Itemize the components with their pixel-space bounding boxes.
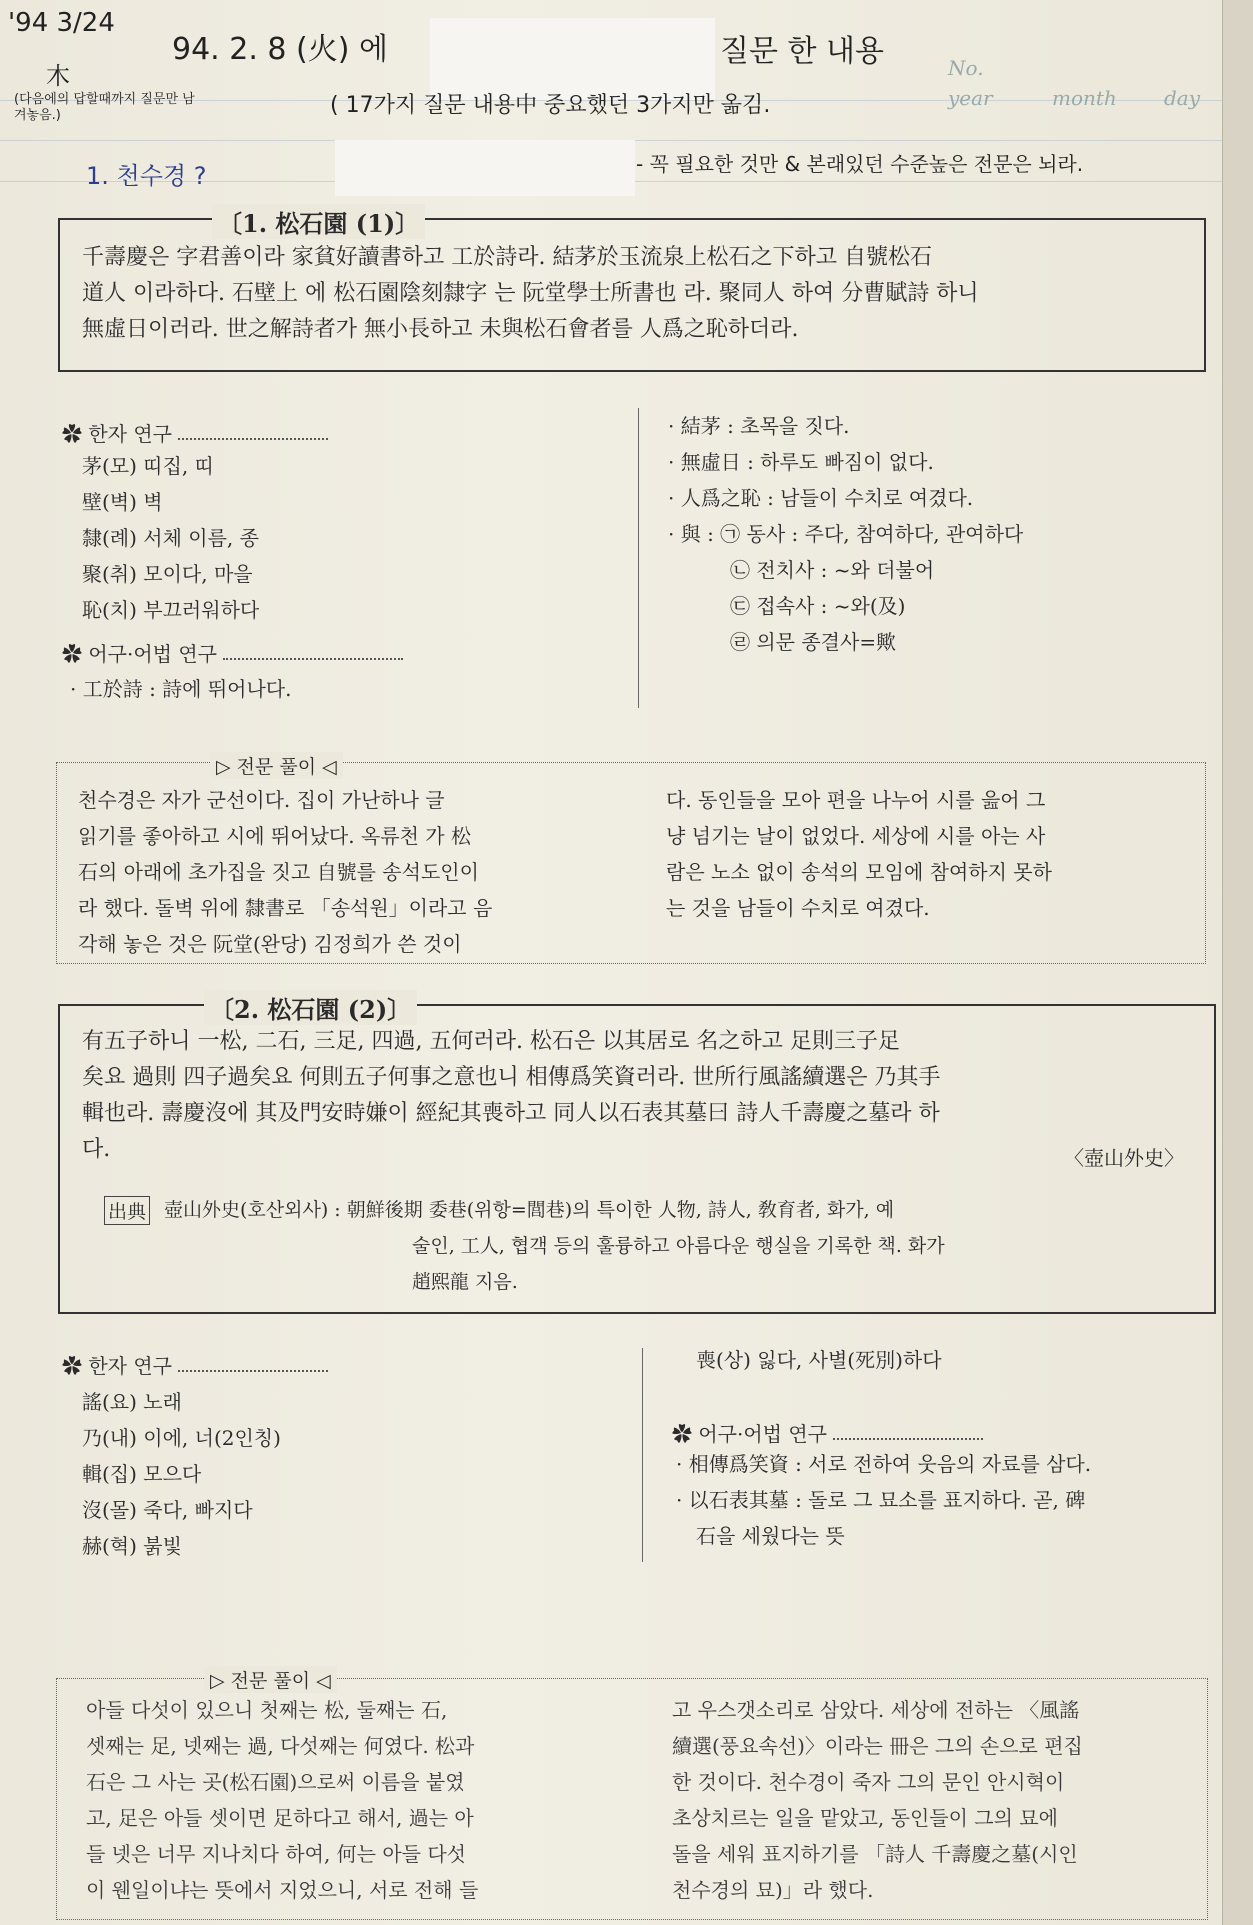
hanja-entry: 乃(내) 이에, 너(2인칭) (82, 1426, 281, 1450)
hanja-entry: 恥(치) 부끄러워하다 (82, 598, 260, 622)
passage-line: 有五子하니 一松, 二石, 三足, 四過, 五何러라. 松石은 以其居로 名之하고 足則三子足 (82, 1029, 900, 1054)
section2-phrase-right (676, 1446, 1091, 1554)
passage-line: 輯也라. 壽慶沒에 其及門安時嫌이 經紀其喪하고 同人以石表其墓曰 詩人千壽慶之墓라 하 (82, 1101, 940, 1126)
translation-line: 續選(풍요속선)〉이라는 冊은 그의 손으로 편집 (672, 1734, 1083, 1758)
hanja-entry: 壁(벽) 벽 (82, 490, 163, 514)
section1-title: 〔1. 松石園 (1)〕 (212, 204, 425, 239)
section2-phrase-heading: ✿ 어구·어법 연구 (672, 1418, 983, 1447)
translation-line: 람은 노소 없이 송석의 모임에 참여하지 못하 (666, 860, 1052, 884)
hanja-entry: 沒(몰) 죽다, 빠지다 (82, 1498, 253, 1522)
translation-line: 라 했다. 돌벽 위에 隸書로 「송석원」이라고 음 (78, 896, 493, 920)
section2-hanja-heading: ✿ 한자 연구 (62, 1350, 328, 1379)
translation-line: 다. 동인들을 모아 편을 나누어 시를 읊어 그 (666, 788, 1046, 812)
section2-right-top: 喪(상) 잃다, 사별(死別)하다 (696, 1348, 942, 1372)
section2-translation-heading: ▷ 전문 풀이 ◁ (204, 1666, 337, 1693)
section1-phrase-right (668, 408, 1023, 660)
answer-note: - 꼭 필요한 것만 & 본래있던 수준높은 전문은 뇌라. (636, 152, 1084, 176)
translation-line: 아들 다섯이 있으니 첫째는 松, 둘째는 石, (86, 1698, 448, 1722)
section2-source: 〈壺山外史〉 (1064, 1146, 1184, 1170)
year-label: year (948, 86, 993, 110)
divider (638, 408, 639, 708)
section2-passage (82, 1024, 940, 1168)
phrase-entry: ㉣ 의문 종결사=歟 (730, 630, 897, 654)
month-label: month (1052, 86, 1117, 110)
translation-line: 石은 그 사는 곳(松石園)으로써 이름을 붙였 (86, 1770, 465, 1794)
hanja-entry: 輯(집) 모으다 (82, 1462, 202, 1486)
note-line: 趙熙龍 지음. (412, 1271, 518, 1293)
day-label: day (1164, 86, 1201, 110)
hanja-entry: 隸(례) 서체 이름, 종 (82, 526, 259, 550)
translation-line: 들 넷은 너무 지나치다 하여, 何는 아들 다섯 (86, 1842, 466, 1866)
translation-line: 는 것을 남들이 수치로 여겼다. (666, 896, 930, 920)
date-left: '94 3/24 (8, 8, 115, 38)
notebook-margin (1222, 0, 1253, 1925)
redaction-2 (335, 140, 635, 196)
question-label: 1. 천수경 ? (86, 162, 207, 190)
translation-line: 한 것이다. 천수경이 죽자 그의 문인 안시혁이 (672, 1770, 1065, 1794)
translation-line: 초상치르는 일을 맡았고, 동인들이 그의 묘에 (672, 1806, 1058, 1830)
translation-line: 돌을 세워 표지하기를 「詩人 千壽慶之墓(시인 (672, 1842, 1078, 1866)
passage-line: 無虛日이러라. 世之解詩者가 無小長하고 未與松石會者를 人爲之恥하더라. (82, 317, 799, 342)
phrase-entry: ㉢ 접속사 : ~와(及) (730, 594, 906, 618)
phrase-entry: · 與 : ㉠ 동사 : 주다, 참여하다, 관여하다 (668, 522, 1024, 546)
section1-hanja-heading: ✿ 한자 연구 (62, 418, 328, 447)
translation-line: 읽기를 좋아하고 시에 뛰어났다. 옥류천 가 松 (78, 824, 471, 848)
section1-phrase-left: · 工於詩 : 詩에 뛰어나다. (70, 677, 292, 701)
section1-translation-heading: ▷ 전문 풀이 ◁ (210, 752, 343, 779)
section1-phrase-heading: ✿ 어구·어법 연구 (62, 638, 403, 667)
note-left: (다음에의 답할때까지 질문만 남겨놓음.) (14, 92, 195, 123)
source-tag: 出典 (104, 1196, 150, 1225)
no-label: No. (948, 56, 984, 80)
section1-passage (82, 240, 979, 348)
hanja-entry: 謠(요) 노래 (82, 1390, 182, 1414)
phrase-entry: · 無虛日 : 하루도 빠짐이 없다. (668, 450, 934, 474)
translation-line: 石의 아래에 초가집을 짓고 自號를 송석도인이 (78, 860, 479, 884)
translation-line: 고 우스갯소리로 삼았다. 세상에 전하는 〈風謠 (672, 1698, 1080, 1722)
section2-source-note (164, 1192, 945, 1300)
translation-line: 이 웬일이냐는 뜻에서 지었으니, 서로 전해 들 (86, 1878, 479, 1902)
date-left-day: 木 (46, 62, 70, 90)
section2-translation-right (672, 1692, 1083, 1908)
phrase-entry: ㉡ 전치사 : ~와 더불어 (730, 558, 935, 582)
hanja-entry: 茅(모) 띠집, 띠 (82, 454, 214, 478)
hanja-entry: 赫(혁) 붉빛 (82, 1534, 182, 1558)
note-line: 술인, 工人, 협객 등의 훌륭하고 아름다운 행실을 기록한 책. 화가 (412, 1235, 945, 1257)
section1-hanja-list (82, 448, 259, 628)
translation-line: 냥 넘기는 날이 없었다. 세상에 시를 아는 사 (666, 824, 1046, 848)
passage-line: 道人 이라하다. 石壁上 에 松石園陰刻隸字 는 阮堂學士所書也 라. 聚同人 하여 分曹賦詩 하니 (82, 281, 979, 306)
translation-line: 각해 놓은 것은 阮堂(완당) 김정희가 쓴 것이 (78, 932, 462, 956)
translation-line: 셋째는 足, 넷째는 過, 다섯째는 何였다. 松과 (86, 1734, 475, 1758)
note-line: 壺山外史(호산외사) : 朝鮮後期 委巷(위항=閭巷)의 특이한 人物, 詩人, 敎育者, 화가, 예 (164, 1199, 895, 1221)
section1-translation-left (78, 782, 492, 962)
phrase-entry: 石을 세웠다는 뜻 (696, 1524, 845, 1548)
date-main: 94. 2. 8 (火) 에 (172, 32, 388, 67)
translation-line: 천수경은 자가 군선이다. 집이 가난하나 글 (78, 788, 445, 812)
subtitle: ( 17가지 질문 내용中 중요했던 3가지만 옮김. (330, 93, 771, 118)
phrase-entry: · 以石表其墓 : 돌로 그 묘소를 표지하다. 곧, 碑 (676, 1488, 1086, 1512)
phrase-entry: · 人爲之恥 : 남들이 수치로 여겼다. (668, 486, 974, 510)
phrase-entry: · 結茅 : 초목을 짓다. (668, 414, 850, 438)
divider (642, 1348, 643, 1562)
hanja-entry: 聚(취) 모이다, 마을 (82, 562, 253, 586)
section2-hanja-list (82, 1384, 281, 1564)
translation-line: 천수경의 묘)」라 했다. (672, 1878, 874, 1902)
section2-translation-left (86, 1692, 478, 1908)
passage-line: 다. (82, 1137, 111, 1162)
section2-title: 〔2. 松石園 (2)〕 (204, 990, 417, 1025)
passage-line: 矣요 過則 四子過矣요 何則五子何事之意也니 相傳爲笑資러라. 世所行風謠續選은 乃其手 (82, 1065, 941, 1090)
phrase-entry: · 相傳爲笑資 : 서로 전하여 웃음의 자료를 삼다. (676, 1452, 1092, 1476)
passage-line: 千壽慶은 字君善이라 家貧好讀書하고 工於詩라. 結茅於玉流泉上松石之下하고 自號松石 (82, 245, 932, 270)
section1-translation-right (666, 782, 1052, 926)
page-title: 질문 한 내용 (720, 34, 884, 69)
translation-line: 고, 足은 아들 셋이면 足하다고 해서, 過는 아 (86, 1806, 474, 1830)
